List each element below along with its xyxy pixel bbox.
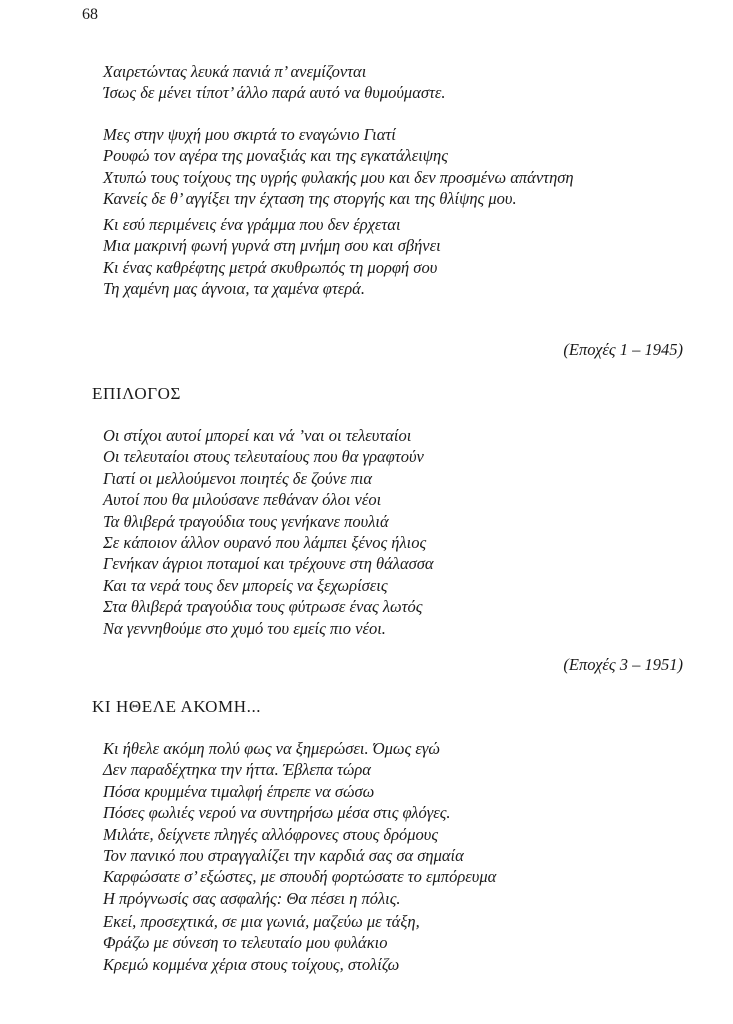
poem-title: ΚΙ ΗΘΕΛΕ ΑΚΟΜΗ... [92,697,262,716]
poem-line: Μιλάτε, δείχνετε πληγές αλλόφρονες στους δρόμους [103,824,439,844]
poem-line: Κι ένας καθρέφτης μετρά σκυθρωπός τη μορφή σου [103,257,438,277]
poem-line: Τον πανικό που στραγγαλίζει την καρδιά σας σα σημαία [103,846,464,866]
poem-line: Στα θλιβερά τραγούδια τους φύτρωσε ένας λωτός [103,597,423,617]
poem-line: Κι ήθελε ακόμη πολύ φως να ξημερώσει. Όμως εγώ [103,739,440,758]
poem-line: Σε κάποιον άλλον ουρανό που λάμπει ξένος ήλιος [103,533,427,553]
poem-title: ΕΠΙΛΟΓΟΣ [92,384,182,403]
poem-line: Γενήκαν άγριοι ποταμοί και τρέχουνε στη θάλασσα [103,554,434,574]
poem-line: Αυτοί που θα μιλούσανε πεθάναν όλοι νέοι [103,490,382,510]
stanza-2 [103,124,703,210]
poem-line: Τη χαμένη μας άγνοια, τα χαμένα φτερά. [103,279,365,299]
poem-line: Κρεμώ κομμένα χέρια στους τοίχους, στολίζω [103,954,400,974]
poem-line: Η πρόγνωσίς σας ασφαλής: Θα πέσει η πόλις. [103,888,401,908]
poem-line: Κανείς δε θ’ αγγίξει την έχταση της στοργής και της θλίψης μου. [103,189,517,209]
poem-line: Οι τελευταίοι στους τελευταίους που θα γραφτούν [103,447,424,467]
page-number: 68 [82,6,98,23]
poem-line: Μες στην ψυχή μου σκιρτά το εναγώνιο Γιατί [103,125,396,144]
poem-line: Καρφώσατε σ’ εξώστες, με σπουδή φορτώσατε το εμπόρευμα [103,867,497,887]
stanza-3 [103,214,703,300]
poem-line: Τα θλιβερά τραγούδια τους γενήκανε πουλιά [103,511,389,531]
poem-line: Μια μακρινή φωνή γυρνά στη μνήμη σου και σβήνει [103,236,441,256]
poem-line: Πόσες φωλιές νερού να συντηρήσω μέσα στις φλόγες. [103,803,451,823]
poem-3-stanza-1 [103,738,703,909]
poem-line: Δεν παραδέχτηκα την ήττα. Έβλεπα τώρα [103,760,371,780]
signature-source-1: (Εποχές 1 – 1945) [563,340,683,359]
poem-line: Οι στίχοι αυτοί μπορεί και νά ’ναι οι τελευταίοι [103,426,412,445]
poem-line: Χτυπώ τους τοίχους της υγρής φυλακής μου και δεν προσμένω απάντηση [103,167,574,187]
poem-line: Πόσα κρυμμένα τιμαλφή έπρεπε να σώσω [103,781,375,801]
poem-line: Και τα νερά τους δεν μπορείς να ξεχωρίσεις [103,575,388,595]
poem-line: Κι εσύ περιμένεις ένα γράμμα που δεν έρχεται [103,215,401,234]
poem-line: Να γεννηθούμε στο χυμό του εμείς πιο νέοι. [103,618,386,638]
signature-source-2: (Εποχές 3 – 1951) [563,655,683,674]
poem-line: Ίσως δε μένει τίποτ’ άλλο παρά αυτό να θυμούμαστε. [103,83,446,103]
poem-line: Εκεί, προσεχτικά, σε μια γωνιά, μαζεύω με τάξη, [103,912,420,931]
poem-line: Ρουφώ τον αγέρα της μοναξιάς και της εγκατάλειψης [103,146,448,166]
poem-line: Φράζω με σύνεση το τελευταίο μου φυλάκιο [103,933,388,953]
stanza-1 [103,61,703,104]
poem-line: Γιατί οι μελλούμενοι ποιητές δε ζούνε πια [103,468,373,488]
poem-epilogue [103,425,703,639]
poem-line: Χαιρετώντας λευκά πανιά π’ ανεμίζονται [103,62,367,81]
poem-3-stanza-2 [103,911,703,975]
